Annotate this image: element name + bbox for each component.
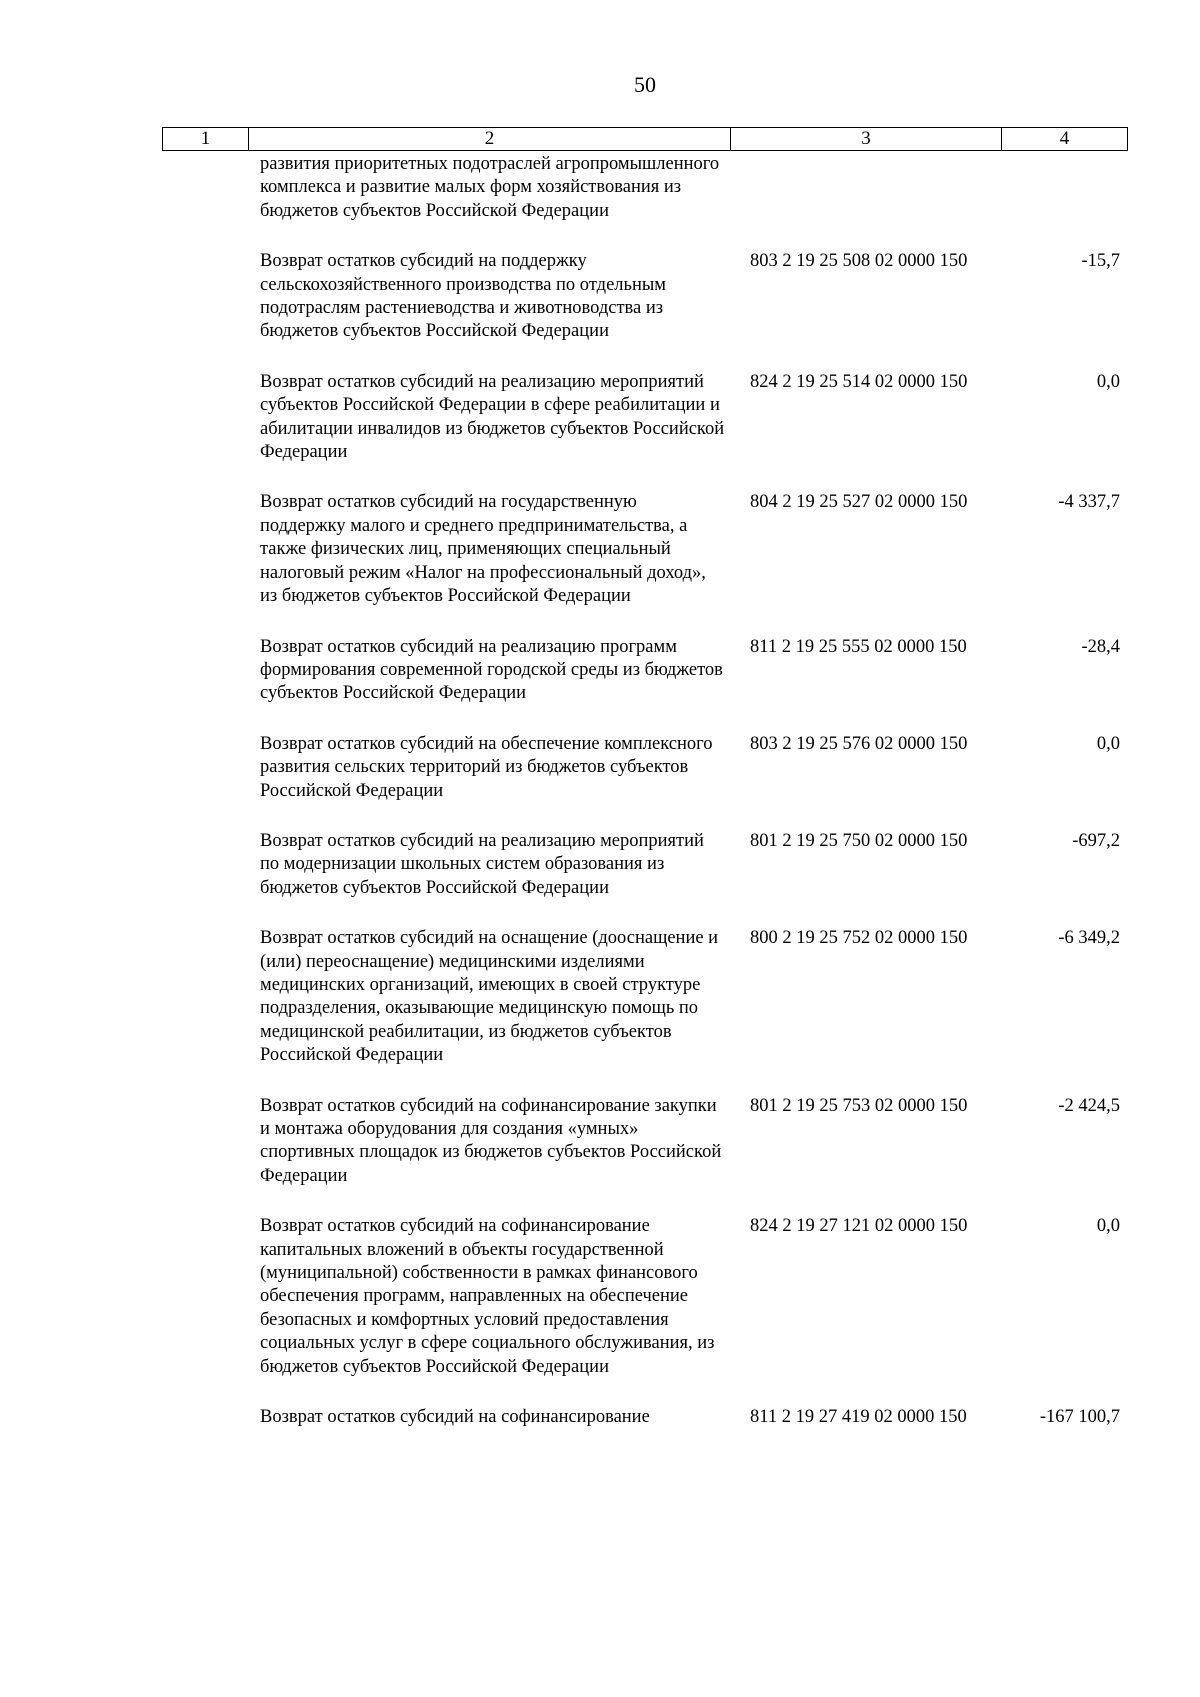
column-header-4: 4 [1059, 128, 1070, 149]
row-code: 811 2 19 27 419 02 0000 150 [750, 1407, 967, 1428]
row-code: 804 2 19 25 527 02 0000 150 [750, 492, 968, 513]
budget-table-body [260, 153, 1120, 1429]
table-row [260, 927, 1120, 1067]
row-amount: -15,7 [1081, 251, 1120, 272]
row-amount: -697,2 [1072, 830, 1120, 851]
row-amount: 0,0 [1096, 733, 1120, 754]
row-code: 824 2 19 25 514 02 0000 150 [750, 371, 968, 392]
row-name: Возврат остатков субсидий на софинансирование [260, 1407, 650, 1428]
row-name: Возврат остатков субсидий на реализацию мероприятий субъектов Российской Федерации в сфере реабилитации и абилитации инвалидов из бюджетов субъектов Российской Федерации [260, 371, 725, 463]
row-name: развития приоритетных подотраслей агропромышленного комплекса и развитие малых форм хозяйствования из бюджетов субъектов Российской Федерации [260, 154, 720, 221]
column-header-2: 2 [249, 128, 731, 150]
row-name: Возврат остатков субсидий на софинансирование капитальных вложений в объекты государственной (муниципальной) собственности в рамках финансового обеспечения программ, направленных на обеспечение безопасных и комфортных условий предоставления социальных услуг в сфере социального обслуживания, из бюджетов субъектов Российской Федерации [260, 1216, 715, 1377]
row-name: Возврат остатков субсидий на реализацию программ формирования современной городской среды из бюджетов субъектов Российской Федерации [260, 636, 723, 704]
row-amount: -6 349,2 [1058, 928, 1120, 949]
row-code: 801 2 19 25 750 02 0000 150 [750, 830, 968, 851]
row-amount: 0,0 [1096, 371, 1120, 392]
row-amount: -2 424,5 [1058, 1095, 1120, 1116]
row-name: Возврат остатков субсидий на государственную поддержку малого и среднего предпринимательства, а также физических лиц, применяющих специальный налоговый режим «Налог на профессиональный доход», из бюджетов субъектов Российской Федерации [260, 492, 706, 607]
table-row [260, 1215, 1120, 1379]
table-row [260, 153, 1120, 223]
column-header-1: 1 [163, 128, 249, 150]
row-code: 803 2 19 25 508 02 0000 150 [750, 251, 968, 272]
row-name: Возврат остатков субсидий на реализацию мероприятий по модернизации школьных систем образования из бюджетов субъектов Российской Федерации [260, 830, 704, 898]
table-row [260, 733, 1120, 803]
row-amount: -167 100,7 [1039, 1407, 1120, 1428]
row-name: Возврат остатков субсидий на поддержку сельскохозяйственного производства по отдельным подотраслям растениеводства и животноводства из бюджетов субъектов Российской Федерации [260, 251, 666, 342]
row-name: Возврат остатков субсидий на обеспечение комплексного развития сельских территорий из бюджетов субъектов Российской Федерации [260, 733, 713, 801]
row-amount: 0,0 [1096, 1216, 1120, 1237]
column-header-row [162, 127, 1128, 151]
table-row [260, 371, 1120, 465]
table-row [260, 830, 1120, 900]
page-number: 50 [634, 72, 656, 97]
row-name: Возврат остатков субсидий на оснащение (дооснащение и (или) переоснащение) медицинскими изделиями медицинских организаций, имеющих в своей структуре подразделения, оказывающие медицинскую помощь по медицинской реабилитации, из бюджетов субъектов Российской Федерации [260, 928, 719, 1066]
row-amount: -28,4 [1081, 636, 1120, 657]
table-row [260, 1406, 1120, 1429]
table-row [260, 250, 1120, 344]
row-name: Возврат остатков субсидий на софинансирование закупки и монтажа оборудования для создания «умных» спортивных площадок из бюджетов субъектов Российской Федерации [260, 1095, 722, 1186]
row-code: 811 2 19 25 555 02 0000 150 [750, 636, 967, 657]
row-code: 824 2 19 27 121 02 0000 150 [750, 1216, 968, 1237]
row-code: 803 2 19 25 576 02 0000 150 [750, 733, 968, 754]
table-row [260, 491, 1120, 608]
row-amount: -4 337,7 [1058, 492, 1120, 513]
row-code: 801 2 19 25 753 02 0000 150 [750, 1095, 968, 1116]
column-header-3: 3 [731, 128, 1002, 150]
table-row [260, 1095, 1120, 1189]
table-row [260, 636, 1120, 706]
row-code: 800 2 19 25 752 02 0000 150 [750, 928, 968, 949]
